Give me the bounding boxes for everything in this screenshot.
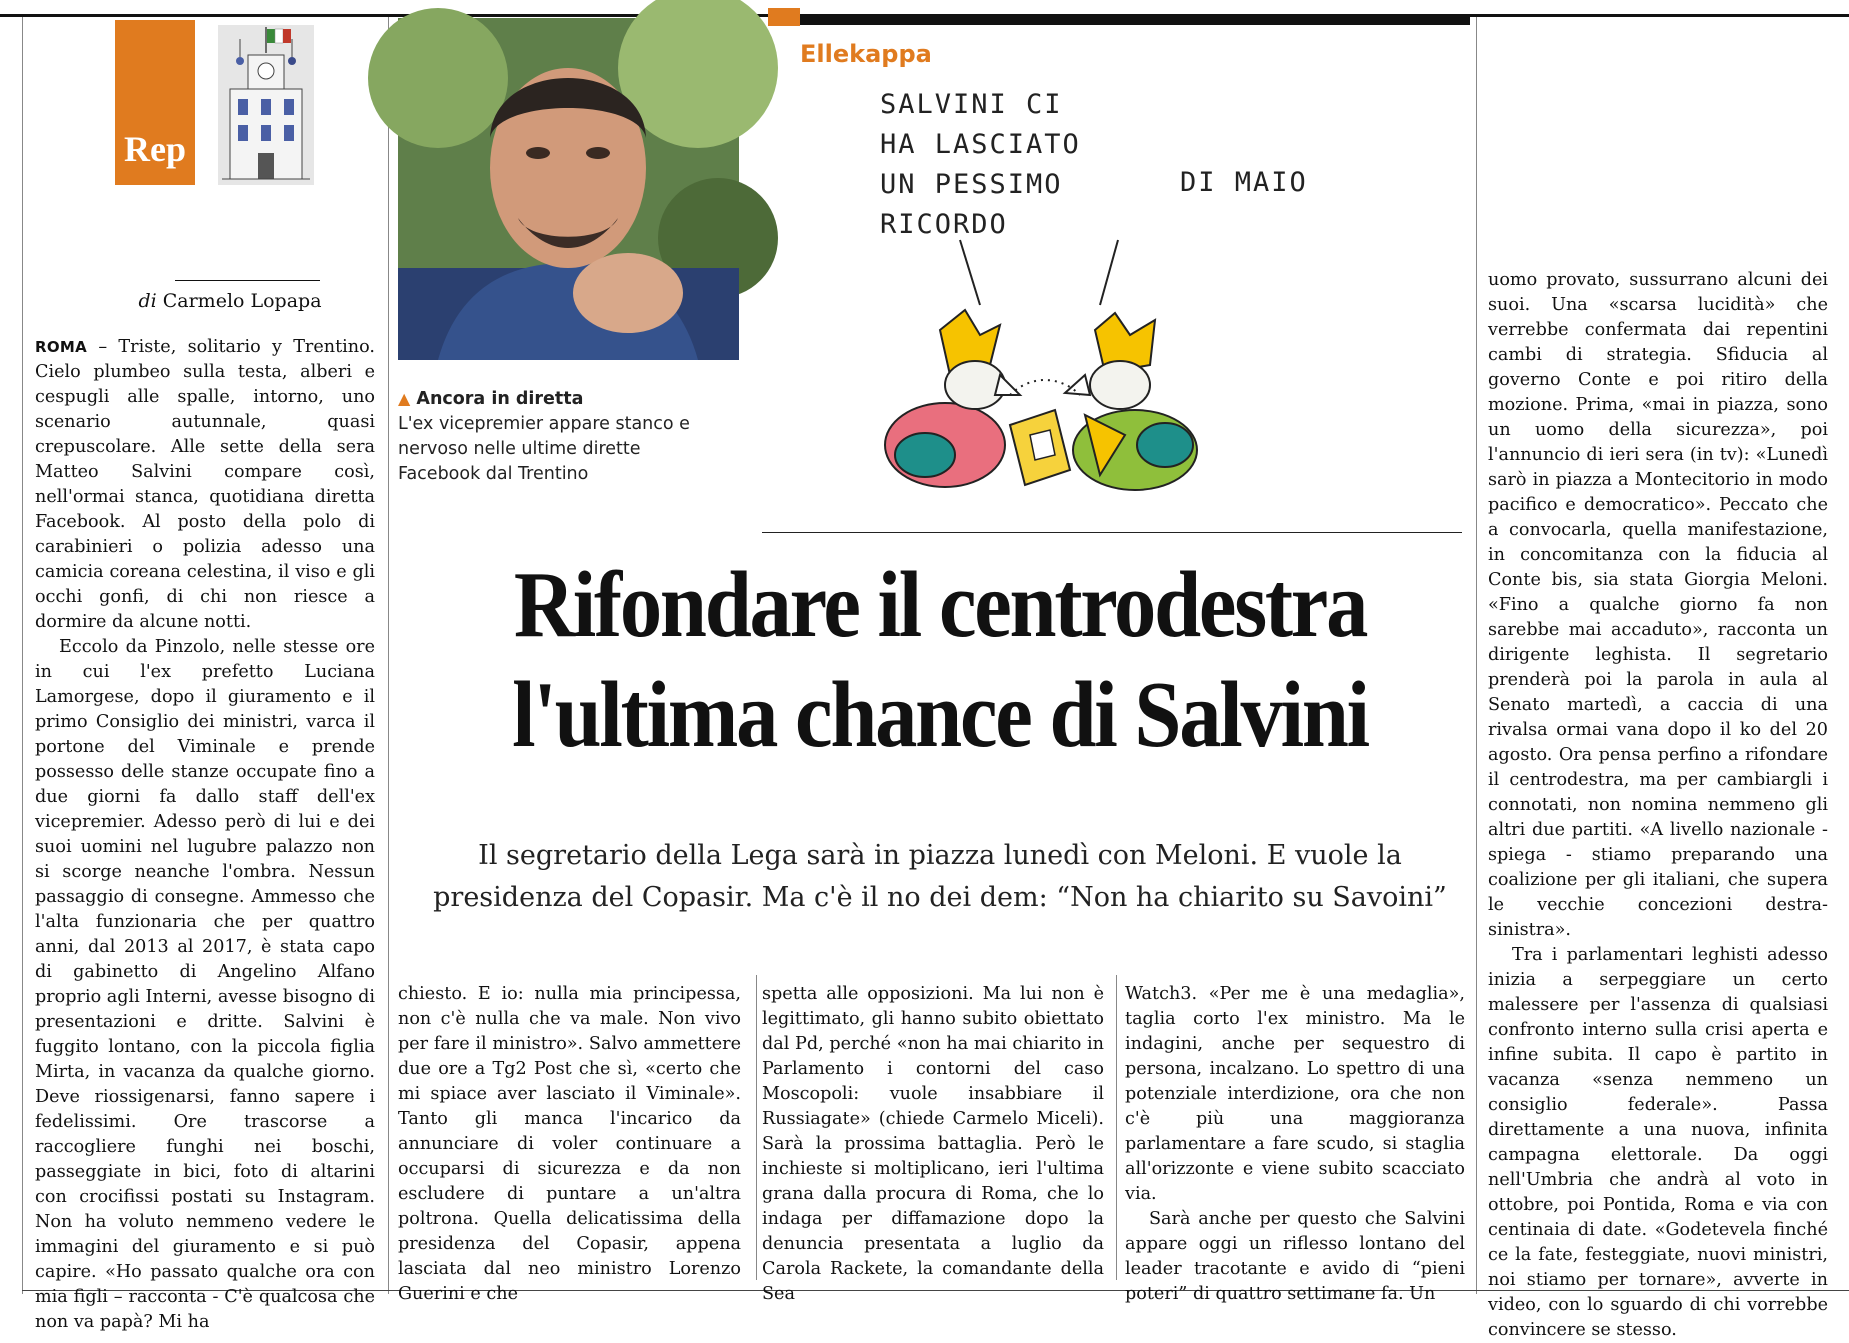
rule-left-edge <box>22 17 23 1294</box>
col5-para1: uomo provato, sussurrano alcuni dei suoi. Una «scarsa lucidità» che verrebbe confermata dai repentini cambi di strategia. Sfiducia al governo Conte e poi ritiro della mozione. Prima, «mai in piazza, sono un uomo della sicurezza», poi l'annuncio di ieri sera (in tv): «Lunedì sarò in piazza a Montecitorio in modo pacifico e democratico». Peccato che a convocarla, quella manifestazione, in concomitanza con la fiducia al Conte bis, sia stata Giorgia Meloni. «Fino a qualche giorno fa non sarebbe mai accaduto», racconta un dirigente leghista. Il segretario prenderà poi la parola in aula al Senato martedì, a caccia di una rivalsa ormai vana dopo il ko del 20 agosto. Ora pensa perfino a rifondare il centrodestra, ma per cambiargli i connotati, non nomina nemmeno gli altri due partiti. «A livello nazionale - spiega - stiamo preparando una coalizione per gli italiani, che supera le vecchie concezioni destra-sinistra». <box>1488 270 1828 940</box>
photo-caption <box>398 386 698 487</box>
article-col-4 <box>1125 982 1465 1304</box>
balloon-left-line-2: HA LASCIATO <box>880 129 1081 160</box>
headline-line-1: Rifondare il centrodestra <box>513 553 1367 657</box>
portrait-image <box>398 18 739 360</box>
byline-author: Carmelo Lopapa <box>162 290 322 312</box>
col1-para1 <box>35 335 375 635</box>
rule-col2 <box>756 975 757 1280</box>
rep-logo-text: Rep <box>124 129 186 169</box>
subhead: Il segretario della Lega sarà in piazza lunedì con Meloni. E vuole la presidenza del Copasir. Ma c'è il no dei dem: “Non ha chiarito su Savoini” <box>433 840 1447 913</box>
cartoon-kicker: Ellekappa <box>800 40 932 68</box>
balloon-left-line-1: SALVINI CI <box>880 89 1063 120</box>
salvini-photo <box>398 18 739 360</box>
byline-prefix: di <box>138 290 157 312</box>
headline-line-2: l'ultima chance di Salvini <box>512 663 1368 767</box>
headline <box>463 550 1417 770</box>
balloon-left-line-4: RICORDO <box>880 209 1008 240</box>
rule-col3 <box>1116 975 1117 1280</box>
triangle-up-icon: ▲ <box>398 389 411 408</box>
caption-title-row <box>398 386 698 412</box>
col1-para1-text: – Triste, solitario y Trentino. Cielo plumbeo sulla testa, alberi e cespugli alle spalle, intorno, uno scenario autunnale, quasi crepuscolare. Alle sette della sera Matteo Salvini compare così, nell'ormai stanca, quotidiana diretta Facebook. Al posto della polo di carabinieri o polizia adesso una camicia coreana celestina, il viso e gli occhi gonfi, di chi non riesce a dormire da alcune notti. <box>35 337 375 632</box>
balloon-left-line-3: UN PESSIMO <box>880 169 1063 200</box>
cartoon-drawing <box>880 235 1210 495</box>
article-col-2: chiesto. E io: nulla mia principessa, non c'è nulla che va male. Non vivo per fare il ministro». Salvo ammettere due ore a Tg2 Post che sì, «certo che mi spiace aver lasciato il Viminale». Tanto gli manca l'incarico da annunciare di voler continuare a occuparsi di sicurezza e da non escludere di puntare a un'altra poltrona. Quella delicatissima della presidenza del Copasir, appena lasciata dal neo ministro Lorenzo Guerini e che <box>398 984 741 1304</box>
byline-rule <box>175 280 320 281</box>
byline <box>70 290 390 312</box>
article-col-1 <box>35 335 375 1332</box>
dateline: ROMA <box>35 338 88 356</box>
col1-para2: Eccolo da Pinzolo, nelle stesse ore in cui l'ex prefetto Luciana Lamorgese, dopo il giuramento e il primo Consiglio dei ministri, varca il portone del Viminale e prende possesso delle stanze occupate fino a due giorni fa dallo staff dell'ex vicepremier. Adesso però di lui e dei suoi uomini nel lugubre palazzo non si scorge neanche l'ombra. Nessun passaggio di consegne. Ammesso che l'alta funzionaria che per quattro anni, dal 2013 al 2017, è stata capo di gabinetto di Angelino Alfano proprio agli Interni, avesse bisogno di presentazioni e dritte. Salvini è fuggito lontano, con la piccola figlia Mirta, in vacanza da qualche giorno. Deve riossigenarsi, fanno sapere i fedelissimi. Ore trascorse a raccogliere funghi nei boschi, passeggiate in bici, foto di altarini con crocifissi postati su Instagram. Non ha voluto nemmeno vedere le immagini del giuramento e si può capire. «Ho passato qualche ora con mia figli – racconta - C'è qualcosa che non va papà? Mi ha <box>35 637 375 1332</box>
caption-title: Ancora in diretta <box>416 389 584 409</box>
col4-para1: Watch3. «Per me è una medaglia», taglia corto l'ex ministro. Ma le indagini, anche per sequestro di persona, incalzano. Lo spettro di una potenziale interdizione, ora che non c'è più una maggioranza parlamentare a fare scudo, si staglia all'orizzonte e viene subito scacciato via. <box>1125 984 1465 1204</box>
article-col-3: spetta alle opposizioni. Ma lui non è legittimato, gli hanno subito obiettato dal Pd, perché «non ha mai chiarito in Parlamento i contorni del caso Moscopoli: vuole insabbiare il Russiagate» (chiede Carmelo Miceli). Sarà la prossima battaglia. Però le inchieste si moltiplicano, ieri l'ultima grana dalla procura di Roma, che lo indaga per diffamazione dopo la denuncia presentata a luglio da Carola Rackete, la comandante della Sea <box>762 984 1104 1304</box>
top-orange-mark <box>768 8 800 26</box>
cartoon-bottom-rule <box>762 532 1462 533</box>
cartoon-figures-icon <box>880 235 1210 495</box>
balloon-right: DI MAIO <box>1180 167 1308 198</box>
rule-col4 <box>1476 17 1477 1294</box>
rep-logo <box>115 20 195 185</box>
palazzo-icon <box>218 25 314 185</box>
caption-text: L'ex vicepremier appare stanco e nervoso nelle ultime dirette Facebook dal Trentino <box>398 414 690 484</box>
col4-para2: Sarà anche per questo che Salvini appare oggi un riflesso lontano del leader tracotante e avido di “pieni poteri” di quattro settimane fa. Un <box>1125 1209 1465 1304</box>
cartoon-top-rule <box>800 17 1470 25</box>
palace-illustration <box>218 25 314 185</box>
col5-para2: Tra i parlamentari leghisti adesso inizia a serpeggiare un certo malessere per l'assenza di qualsiasi confronto interno sulla crisi aperta e infine subita. Il capo è partito in vacanza «senza nemmeno un consiglio federale». Passa direttamente a una nuova, infinita campagna elettorale. Da oggi nell'Umbria che andrà al voto in ottobre, poi Pontida, Roma e via con centinaia di date. «Godetevela finché ce la fate, festeggiate, nuovi ministri, noi stiamo per tornare», avverte in video, con lo sguardo di chi vorrebbe convincere se stesso. <box>1488 945 1828 1340</box>
rule-col1 <box>388 17 389 1294</box>
balloon-left <box>880 85 1081 245</box>
article-col-5 <box>1488 268 1828 1340</box>
